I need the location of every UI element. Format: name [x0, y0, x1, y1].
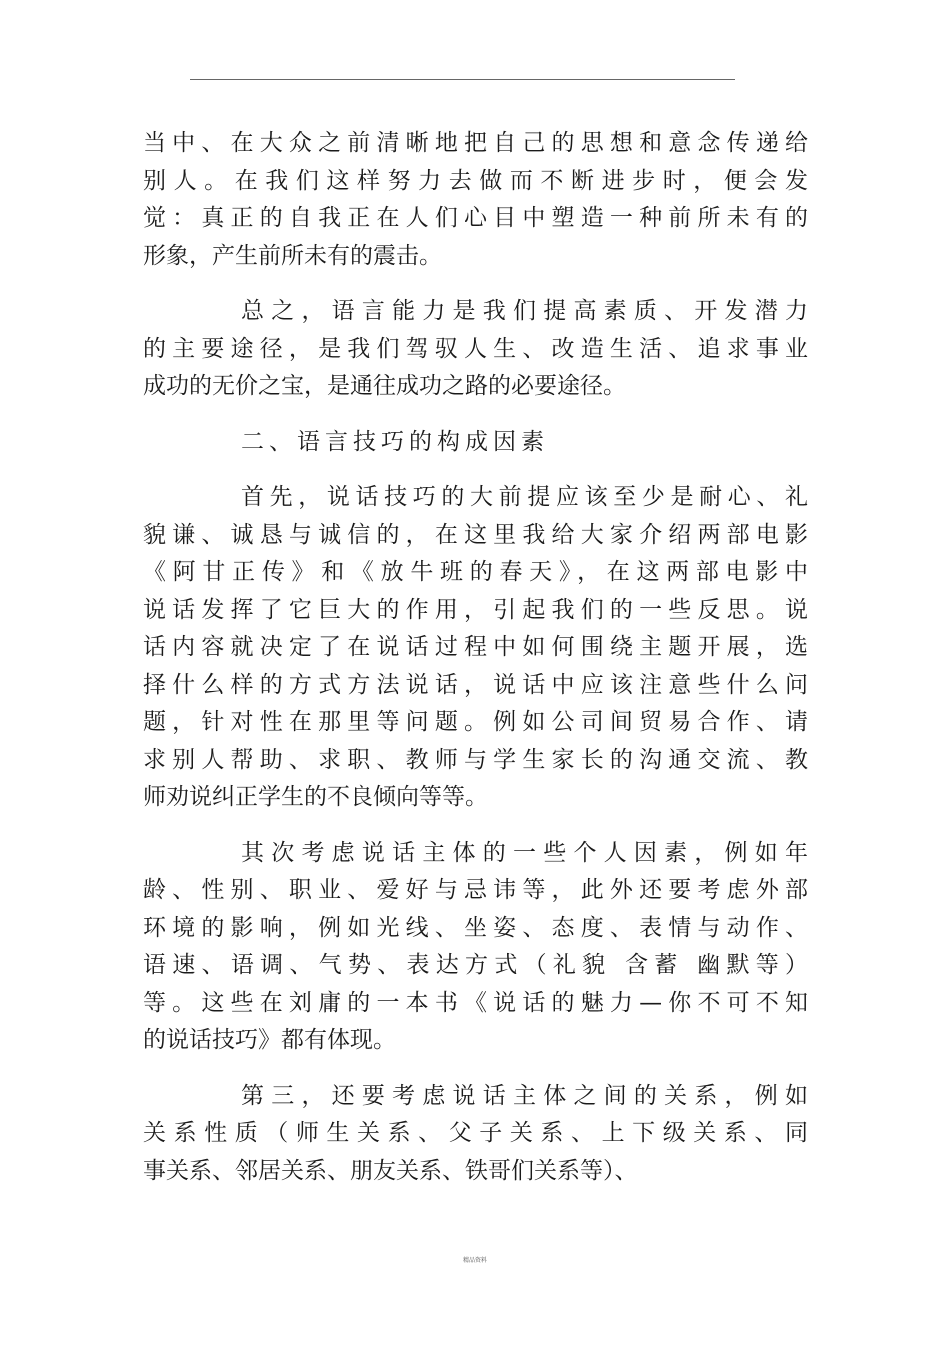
paragraph [143, 1078, 808, 1191]
text-line: 觉：真正的自我正在人们心目中塑造一种前所未有的 [143, 205, 808, 231]
text-line: 首先，说话技巧的大前提应该至少是耐心、礼 [241, 484, 808, 510]
paragraph [143, 479, 808, 817]
text-line: 等。这些在刘庸的一本书《说话的魅力—你不可不知 [143, 989, 808, 1016]
text-line: 关系性质（师生关系、父子关系、上下级关系、同 [143, 1120, 808, 1146]
text-line: 成功的无价之宝，是通往成功之路的必要途径。 [143, 373, 626, 399]
text-line: 第三，还要考虑说话主体之间的关系，例如 [241, 1082, 808, 1109]
text-line: 二、语言技巧的构成因素 [241, 428, 549, 455]
page-footer: 精品资料 [462, 1257, 487, 1264]
text-line: 其次考虑说话主体的一些个人因素，例如年 [241, 839, 808, 866]
text-line: 话内容就决定了在说话过程中如何围绕主题开展，选 [143, 634, 808, 660]
section-heading [143, 424, 808, 462]
text-line: 形象，产生前所未有的震击。 [143, 242, 442, 269]
text-line: 的主要途径，是我们驾驭人生、改造生活、追求事业 [143, 335, 808, 362]
text-line: 师劝说纠正学生的不良倾向等等。 [143, 784, 488, 810]
paragraph [143, 125, 808, 275]
text-line: 总之，语言能力是我们提高素质、开发潜力 [241, 298, 808, 324]
paragraph [143, 293, 808, 406]
text-line: 求别人帮助、求职、教师与学生家长的沟通交流、教 [143, 746, 808, 773]
text-line: 龄、性别、职业、爱好与忌讳等，此外还要考虑外部 [143, 877, 808, 903]
text-line: 《阿甘正传》和《放牛班的春天》，在这两部电影中 [143, 559, 808, 585]
document-body [143, 125, 808, 1208]
text-line: 当中、在大众之前清晰地把自己的思想和意念传递给 [143, 130, 808, 156]
text-line: 择什么样的方式方法说话，说话中应该注意些什么问 [143, 671, 808, 698]
text-line: 貌谦、诚恳与诚信的，在这里我给大家介绍两部电影 [143, 521, 808, 548]
text-line: 的说话技巧》都有体现。 [143, 1027, 396, 1053]
text-line: 题，针对性在那里等问题。例如公司间贸易合作、请 [143, 709, 808, 735]
text-line: 事关系、邻居关系、朋友关系、铁哥们关系等）、 [143, 1157, 638, 1184]
paragraph [143, 835, 808, 1060]
text-line: 说话发挥了它巨大的作用，引起我们的一些反思。说 [143, 596, 808, 623]
text-line: 别人。在我们这样努力去做而不断进步时，便会发 [143, 167, 808, 194]
text-line: 环境的影响，例如光线、坐姿、态度、表情与动作、 [143, 914, 808, 941]
header-rule [190, 79, 735, 80]
text-line: 语速、语调、气势、表达方式（礼貌 含蓄 幽默等） [143, 952, 808, 978]
